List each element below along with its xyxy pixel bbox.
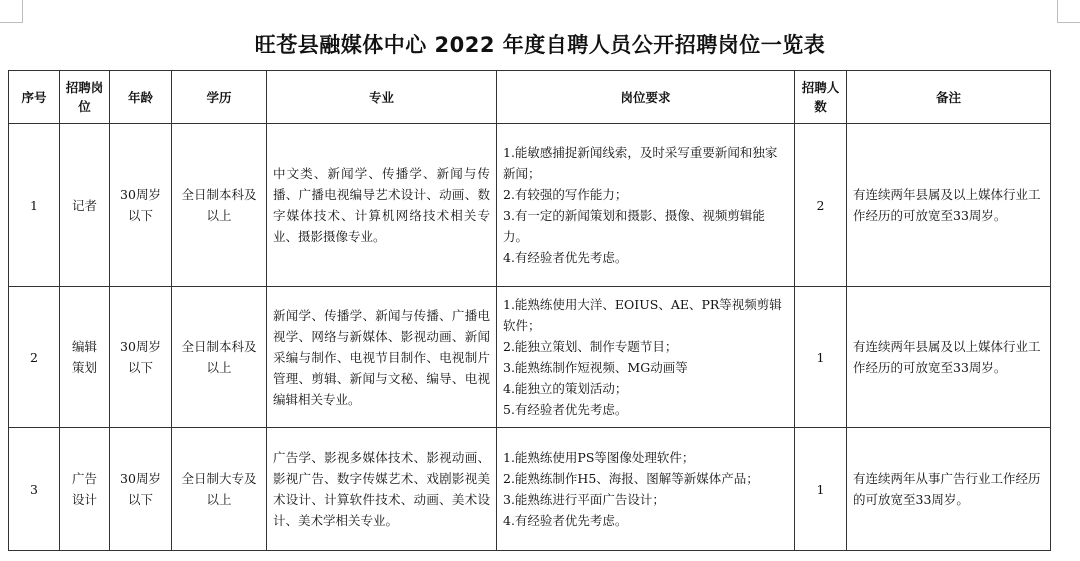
header-note: 备注 bbox=[847, 71, 1051, 124]
header-post: 招聘岗位 bbox=[60, 71, 110, 124]
header-requirements: 岗位要求 bbox=[497, 71, 795, 124]
cell-no: 3 bbox=[9, 428, 60, 551]
cell-post: 编辑策划 bbox=[60, 287, 110, 428]
cell-requirements bbox=[497, 428, 795, 551]
cell-count: 1 bbox=[795, 428, 847, 551]
cell-requirements bbox=[497, 124, 795, 287]
cell-age: 30周岁以下 bbox=[110, 124, 172, 287]
cell-age: 30周岁以下 bbox=[110, 287, 172, 428]
cell-post: 记者 bbox=[60, 124, 110, 287]
requirement-line: 2.能独立策划、制作专题节目； bbox=[503, 339, 678, 354]
cell-major: 中文类、新闻学、传播学、新闻与传播、广播电视编导艺术设计、动画、数字媒体技术、计算机网络技术相关专业、摄影摄像专业。 bbox=[267, 124, 497, 287]
cell-requirements bbox=[497, 287, 795, 428]
cell-post: 广告设计 bbox=[60, 428, 110, 551]
cell-major: 广告学、影视多媒体技术、影视动画、影视广告、数字传媒艺术、戏剧影视美术设计、计算软件技术、动画、美术设计、美术学相关专业。 bbox=[267, 428, 497, 551]
cell-note: 有连续两年县属及以上媒体行业工作经历的可放宽至33周岁。 bbox=[847, 287, 1051, 428]
recruitment-table bbox=[8, 70, 1051, 551]
cell-count: 2 bbox=[795, 124, 847, 287]
requirement-line: 1.能熟练使用PS等图像处理软件； bbox=[503, 450, 695, 465]
requirement-line: 4.有经验者优先考虑。 bbox=[503, 513, 628, 528]
cell-count: 1 bbox=[795, 287, 847, 428]
cell-education: 全日制本科及以上 bbox=[172, 124, 267, 287]
requirement-line: 4.有经验者优先考虑。 bbox=[503, 250, 628, 265]
table-row bbox=[9, 124, 1051, 287]
header-age: 年龄 bbox=[110, 71, 172, 124]
header-no: 序号 bbox=[9, 71, 60, 124]
header-row bbox=[9, 71, 1051, 124]
requirement-line: 2.有较强的写作能力； bbox=[503, 187, 628, 202]
requirement-line: 4.能独立的策划活动； bbox=[503, 381, 628, 396]
page-corner-mark-left bbox=[0, 0, 23, 23]
header-education: 学历 bbox=[172, 71, 267, 124]
cell-age: 30周岁以下 bbox=[110, 428, 172, 551]
requirement-line: 3.能熟练制作短视频、MG动画等 bbox=[503, 360, 688, 375]
table-row bbox=[9, 287, 1051, 428]
header-major: 专业 bbox=[267, 71, 497, 124]
requirement-line: 1.能熟练使用大洋、EOIUS、AE、PR等视频剪辑软件； bbox=[503, 297, 782, 333]
cell-note: 有连续两年从事广告行业工作经历的可放宽至33周岁。 bbox=[847, 428, 1051, 551]
cell-education: 全日制本科及以上 bbox=[172, 287, 267, 428]
header-count: 招聘人数 bbox=[795, 71, 847, 124]
table-row bbox=[9, 428, 1051, 551]
document-title: 旺苍县融媒体中心 2022 年度自聘人员公开招聘岗位一览表 bbox=[254, 33, 826, 57]
cell-no: 2 bbox=[9, 287, 60, 428]
page-corner-mark-right bbox=[1057, 0, 1080, 23]
requirement-line: 3.能熟练进行平面广告设计； bbox=[503, 492, 665, 507]
requirement-line: 5.有经验者优先考虑。 bbox=[503, 402, 628, 417]
requirement-line: 1.能敏感捕捉新闻线索，及时采写重要新闻和独家新闻； bbox=[503, 145, 778, 181]
cell-education: 全日制大专及以上 bbox=[172, 428, 267, 551]
cell-no: 1 bbox=[9, 124, 60, 287]
cell-major: 新闻学、传播学、新闻与传播、广播电视学、网络与新媒体、影视动画、新闻采编与制作、电视节目制作、电视制片管理、剪辑、新闻与文秘、编导、电视编辑相关专业。 bbox=[267, 287, 497, 428]
requirement-line: 2.能熟练制作H5、海报、图解等新媒体产品； bbox=[503, 471, 759, 486]
cell-note: 有连续两年县属及以上媒体行业工作经历的可放宽至33周岁。 bbox=[847, 124, 1051, 287]
requirement-line: 3.有一定的新闻策划和摄影、摄像、视频剪辑能力。 bbox=[503, 208, 765, 244]
